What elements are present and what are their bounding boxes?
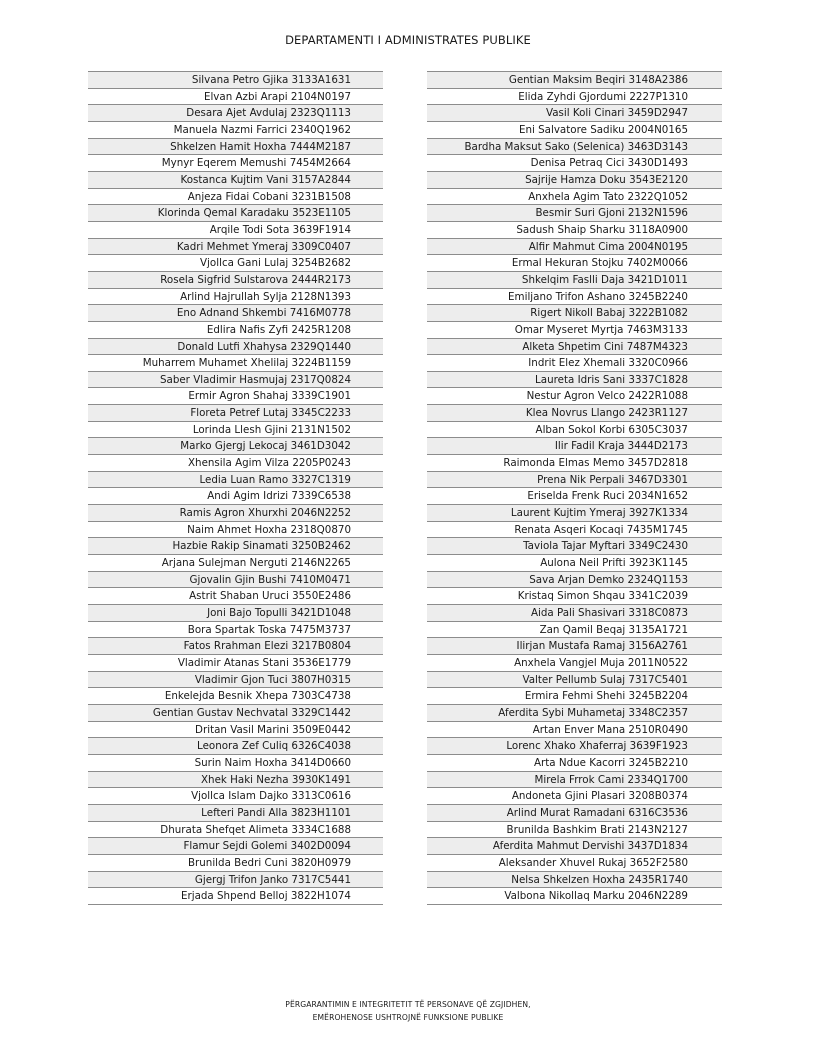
list-item: Ermir Agron Shahaj 3339C1901 [88,388,383,405]
list-item: Nestur Agron Velco 2422R1088 [427,388,722,405]
list-item: Fatos Rrahman Elezi 3217B0804 [88,638,383,655]
list-item: Mirela Frrok Cami 2334Q1700 [427,772,722,789]
list-item: Aida Pali Shasivari 3318C0873 [427,605,722,622]
list-item: Prena Nik Perpali 3467D3301 [427,472,722,489]
list-item: Leonora Zef Culiq 6326C4038 [88,738,383,755]
list-item: Shkelzen Hamit Hoxha 7444M2187 [88,139,383,156]
list-item: Arlind Murat Ramadani 6316C3536 [427,805,722,822]
list-item: Anxhela Agim Tato 2322Q1052 [427,189,722,206]
list-item: Alban Sokol Korbi 6305C3037 [427,422,722,439]
list-item: Eno Adnand Shkembi 7416M0778 [88,305,383,322]
list-item: Aleksander Xhuvel Rukaj 3652F2580 [427,855,722,872]
list-item: Lefteri Pandi Alla 3823H1101 [88,805,383,822]
list-item: Rigert Nikoll Babaj 3222B1082 [427,305,722,322]
list-item: Anjeza Fidai Cobani 3231B1508 [88,189,383,206]
list-item: Indrit Elez Xhemali 3320C0966 [427,355,722,372]
list-item: Arjana Sulejman Nerguti 2146N2265 [88,555,383,572]
list-item: Artan Enver Mana 2510R0490 [427,722,722,739]
list-item: Brunilda Bedri Cuni 3820H0979 [88,855,383,872]
list-item: Ilirjan Mustafa Ramaj 3156A2761 [427,638,722,655]
list-item: Ramis Agron Xhurxhi 2046N2252 [88,505,383,522]
list-item: Renata Asqeri Kocaqi 7435M1745 [427,522,722,539]
list-item: Saber Vladimir Hasmujaj 2317Q0824 [88,372,383,389]
list-item: Valter Pellumb Sulaj 7317C5401 [427,672,722,689]
footer-line-1: PËRGARANTIMIN E INTEGRITETIT TË PERSONAVE QË ZGJIDHEN, [285,1000,531,1009]
list-item: Andoneta Gjini Plasari 3208B0374 [427,788,722,805]
list-item: Gjovalin Gjin Bushi 7410M0471 [88,572,383,589]
list-item: Klea Novrus Llango 2423R1127 [427,405,722,422]
list-item: Ermira Fehmi Shehi 3245B2204 [427,688,722,705]
list-item: Aulona Neil Prifti 3923K1145 [427,555,722,572]
list-item: Vladimir Atanas Stani 3536E1779 [88,655,383,672]
list-item: Floreta Petref Lutaj 3345C2233 [88,405,383,422]
list-item: Denisa Petraq Cici 3430D1493 [427,155,722,172]
list-item: Desara Ajet Avdulaj 2323Q1113 [88,105,383,122]
list-item: Ledia Luan Ramo 3327C1319 [88,472,383,489]
list-item: Besmir Suri Gjoni 2132N1596 [427,205,722,222]
list-item: Laureta Idris Sani 3337C1828 [427,372,722,389]
list-item: Raimonda Elmas Memo 3457D2818 [427,455,722,472]
list-item: Anxhela Vangjel Muja 2011N0522 [427,655,722,672]
list-item: Arqile Todi Sota 3639F1914 [88,222,383,239]
list-item: Xhensila Agim Vilza 2205P0243 [88,455,383,472]
list-item: Donald Lutfi Xhahysa 2329Q1440 [88,339,383,356]
list-item: Flamur Sejdi Golemi 3402D0094 [88,838,383,855]
list-item: Muharrem Muhamet Xhelilaj 3224B1159 [88,355,383,372]
list-item: Emiljano Trifon Ashano 3245B2240 [427,289,722,306]
list-item: Valbona Nikollaq Marku 2046N2289 [427,888,722,905]
list-item: Bora Spartak Toska 7475M3737 [88,622,383,639]
list-item: Gjergj Trifon Janko 7317C5441 [88,872,383,889]
list-item: Sajrije Hamza Doku 3543E2120 [427,172,722,189]
list-item: Eriselda Frenk Ruci 2034N1652 [427,488,722,505]
list-item: Zan Qamil Beqaj 3135A1721 [427,622,722,639]
list-item: Manuela Nazmi Farrici 2340Q1962 [88,122,383,139]
list-item: Alketa Shpetim Cini 7487M4323 [427,339,722,356]
list-item: Ilir Fadil Kraja 3444D2173 [427,438,722,455]
list-item: Klorinda Qemal Karadaku 3523E1105 [88,205,383,222]
list-item: Joni Bajo Topulli 3421D1048 [88,605,383,622]
list-item: Mynyr Eqerem Memushi 7454M2664 [88,155,383,172]
list-item: Enkelejda Besnik Xhepa 7303C4738 [88,688,383,705]
list-item: Hazbie Rakip Sinamati 3250B2462 [88,538,383,555]
page-footer [0,999,816,1024]
list-item: Vjollca Islam Dajko 3313C0616 [88,788,383,805]
list-item: Vladimir Gjon Tuci 3807H0315 [88,672,383,689]
list-item: Kristaq Simon Shqau 3341C2039 [427,588,722,605]
list-item: Elida Zyhdi Gjordumi 2227P1310 [427,89,722,106]
list-item: Alfir Mahmut Cima 2004N0195 [427,239,722,256]
list-item: Silvana Petro Gjika 3133A1631 [88,72,383,89]
list-item: Naim Ahmet Hoxha 2318Q0870 [88,522,383,539]
list-item: Dritan Vasil Marini 3509E0442 [88,722,383,739]
list-item: Eni Salvatore Sadiku 2004N0165 [427,122,722,139]
list-item: Aferdita Sybi Muhametaj 3348C2357 [427,705,722,722]
list-item: Arlind Hajrullah Sylja 2128N1393 [88,289,383,306]
list-item: Lorinda Llesh Gjini 2131N1502 [88,422,383,439]
list-item: Laurent Kujtim Ymeraj 3927K1334 [427,505,722,522]
list-item: Gentian Maksim Beqiri 3148A2386 [427,72,722,89]
list-item: Taviola Tajar Myftari 3349C2430 [427,538,722,555]
list-item: Kadri Mehmet Ymeraj 3309C0407 [88,239,383,256]
list-item: Kostanca Kujtim Vani 3157A2844 [88,172,383,189]
left-name-column [88,71,383,905]
list-item: Edlira Nafis Zyfi 2425R1208 [88,322,383,339]
list-item: Surin Naim Hoxha 3414D0660 [88,755,383,772]
list-item: Arta Ndue Kacorri 3245B2210 [427,755,722,772]
list-item: Xhek Haki Nezha 3930K1491 [88,772,383,789]
list-item: Vasil Koli Cinari 3459D2947 [427,105,722,122]
list-item: Astrit Shaban Uruci 3550E2486 [88,588,383,605]
list-item: Nelsa Shkelzen Hoxha 2435R1740 [427,872,722,889]
list-item: Omar Myseret Myrtja 7463M3133 [427,322,722,339]
footer-line-2: EMËROHENOSE USHTROJNË FUNKSIONE PUBLIKE [312,1012,504,1022]
list-item: Rosela Sigfrid Sulstarova 2444R2173 [88,272,383,289]
list-item: Marko Gjergj Lekocaj 3461D3042 [88,438,383,455]
list-item: Dhurata Shefqet Alimeta 3334C1688 [88,822,383,839]
list-item: Lorenc Xhako Xhaferraj 3639F1923 [427,738,722,755]
list-item: Erjada Shpend Belloj 3822H1074 [88,888,383,905]
right-name-column [427,71,722,905]
list-item: Gentian Gustav Nechvatal 3329C1442 [88,705,383,722]
list-item: Sava Arjan Demko 2324Q1153 [427,572,722,589]
list-item: Andi Agim Idrizi 7339C6538 [88,488,383,505]
list-item: Shkelqim Faslli Daja 3421D1011 [427,272,722,289]
list-item: Vjollca Gani Lulaj 3254B2682 [88,255,383,272]
list-item: Bardha Maksut Sako (Selenica) 3463D3143 [427,139,722,156]
list-item: Aferdita Mahmut Dervishi 3437D1834 [427,838,722,855]
list-item: Sadush Shaip Sharku 3118A0900 [427,222,722,239]
list-item: Elvan Azbi Arapi 2104N0197 [88,89,383,106]
list-item: Brunilda Bashkim Brati 2143N2127 [427,822,722,839]
list-item: Ermal Hekuran Stojku 7402M0066 [427,255,722,272]
page-title: DEPARTAMENTI I ADMINISTRATES PUBLIKE [285,33,531,47]
